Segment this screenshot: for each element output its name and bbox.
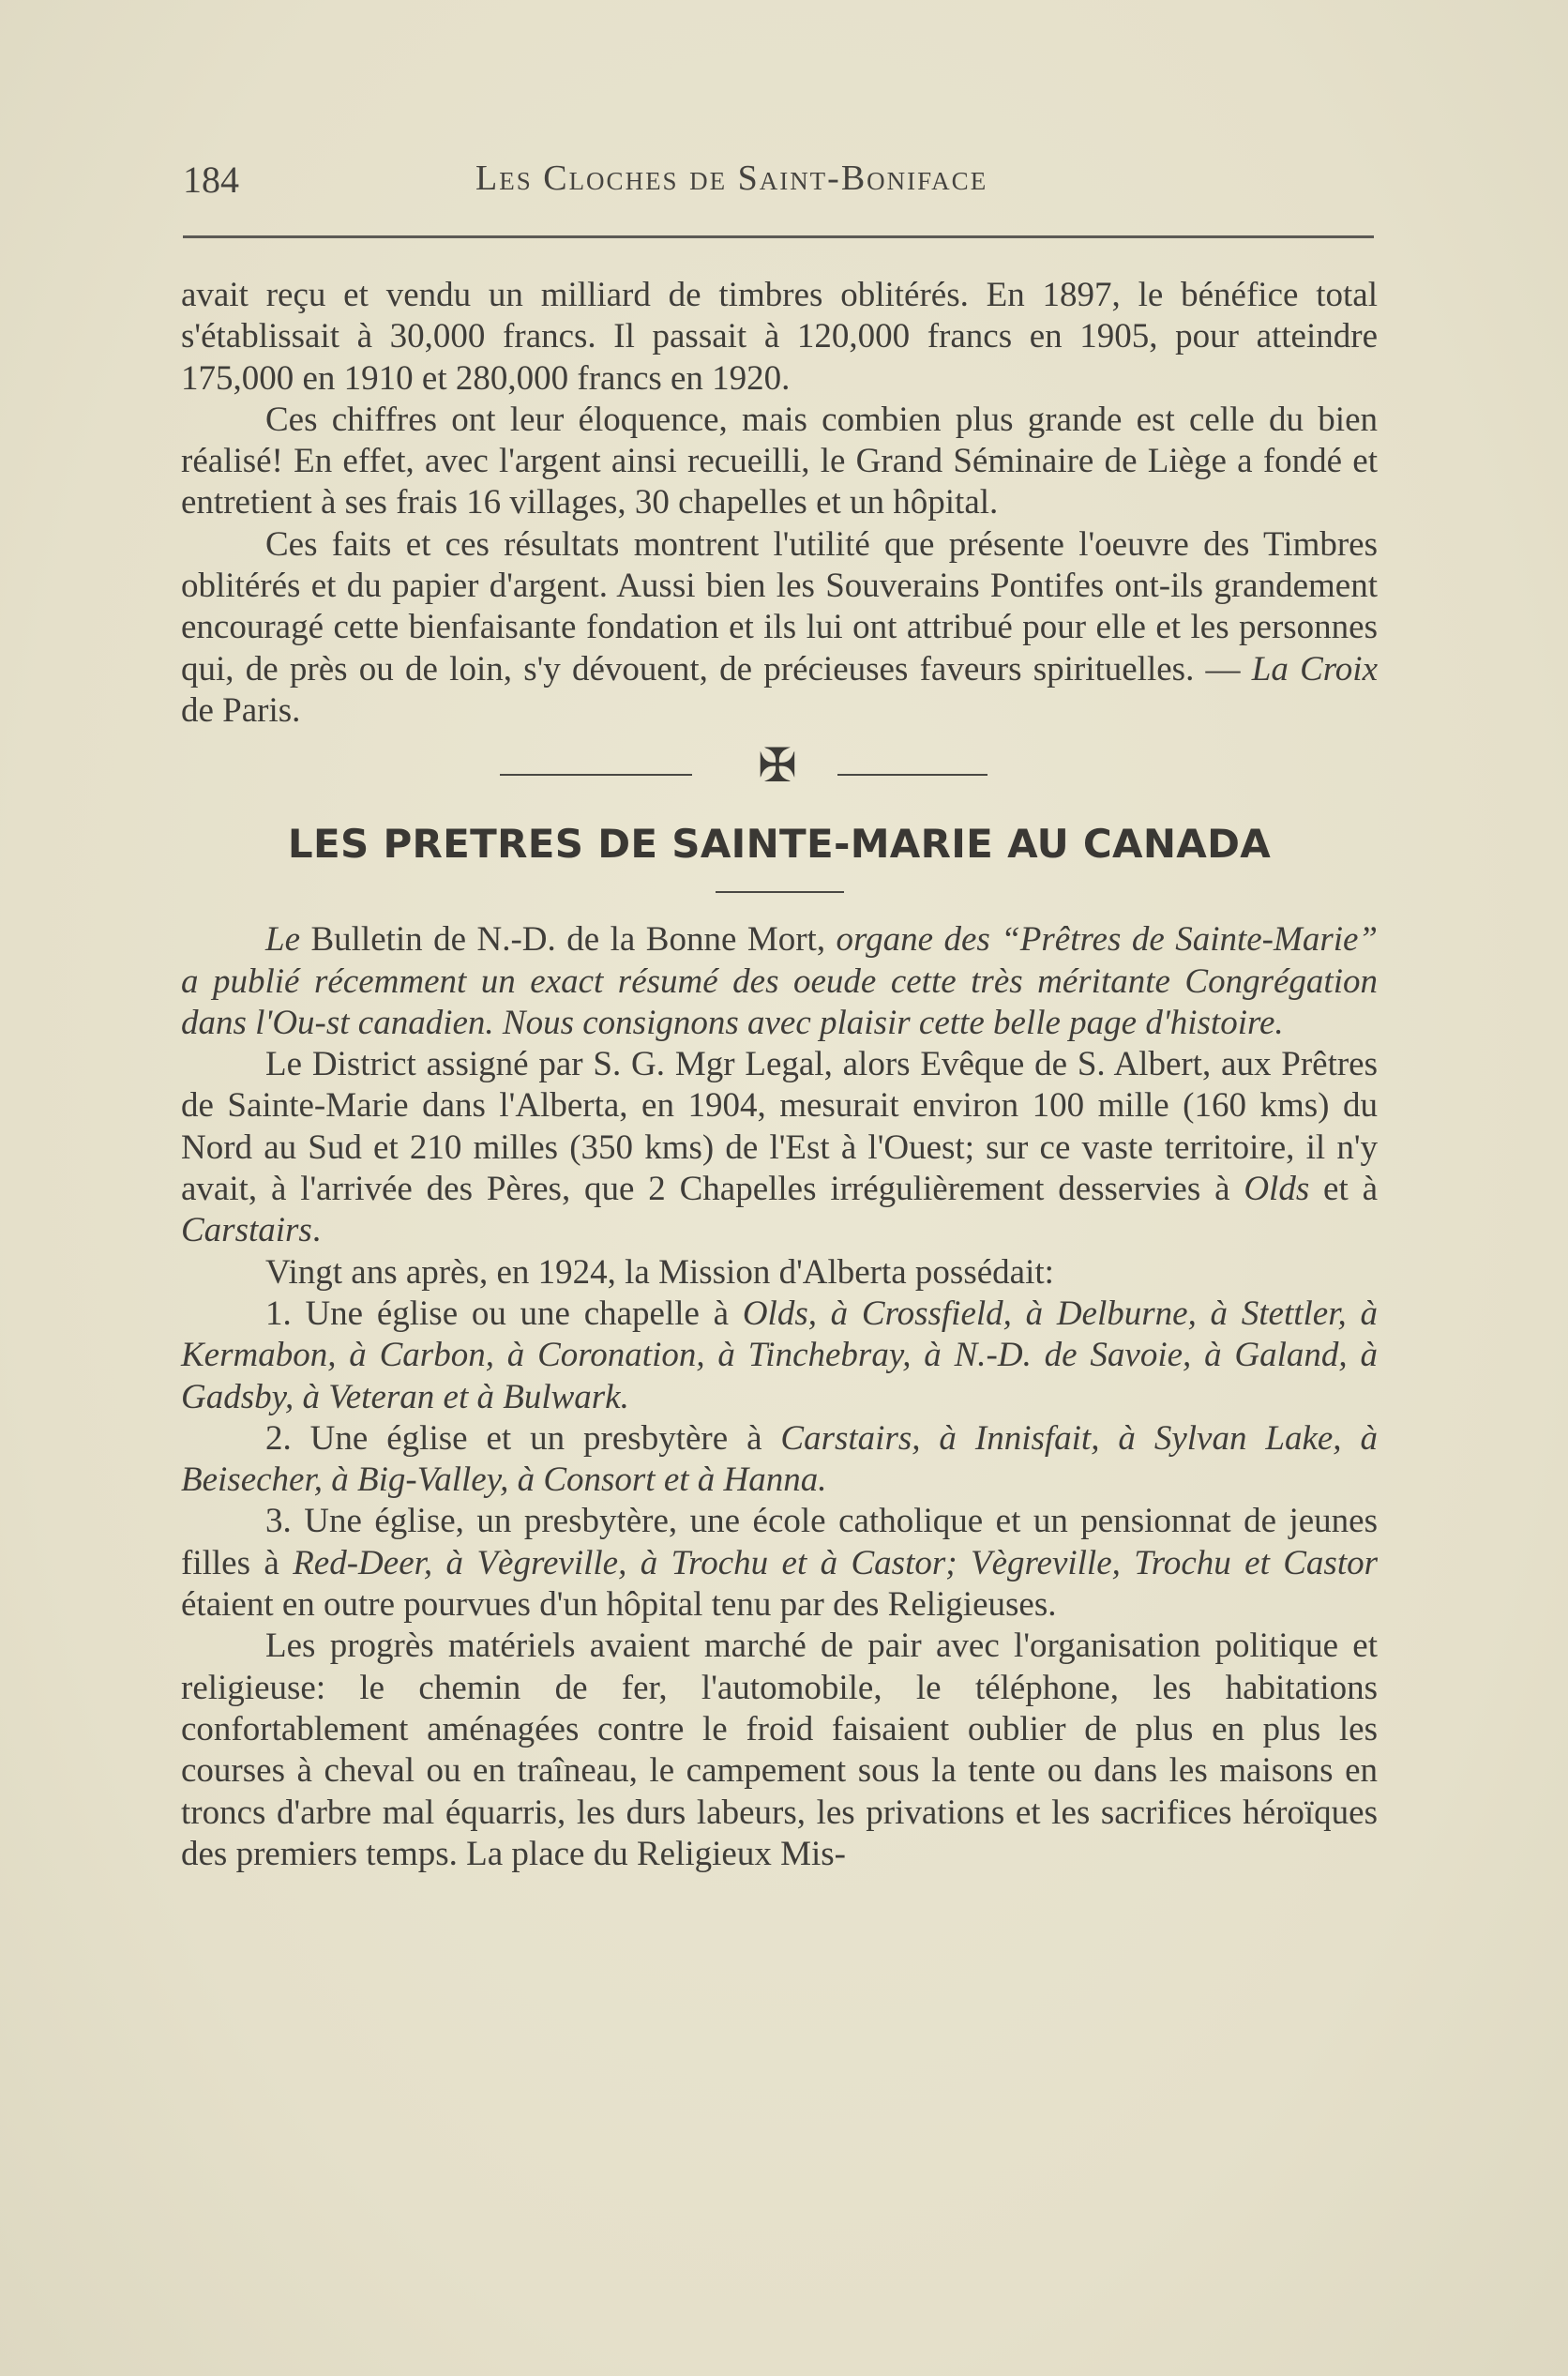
title-rule xyxy=(716,891,844,893)
divider-line-right xyxy=(837,774,988,776)
article1-paragraph-2: Ces chiffres ont leur éloquence, mais combien plus grande est celle du bien réalisé! En effet, avec l'argent ainsi recueilli, le Grand Séminaire de Liège a fondé et entretient à ses frais 16 villages, 30 chapelles et un hôpital. xyxy=(181,400,1378,522)
source-name: La Croix xyxy=(1251,649,1378,689)
running-title: Les Cloches de Saint-Boniface xyxy=(475,159,988,198)
list-item-3-places: Red-Deer, à Vègreville, à Trochu et à Castor; Vègreville, Trochu et Castor xyxy=(293,1543,1379,1582)
district-end: . xyxy=(311,1211,322,1250)
article2-title: LES PRETRES DE SAINTE-MARIE AU CANADA xyxy=(287,821,1272,868)
page-content xyxy=(181,275,1378,1875)
article1-paragraph-1: avait reçu et vendu un milliard de timbres oblitérés. En 1897, le bénéfice total s'établissait à 30,000 francs. Il passait à 120,000 francs en 1905, pour atteindre 175,000 en 1910 et 280,000 francs en 1920. xyxy=(181,276,1378,398)
list-item-1-lead: 1. Une église ou une chapelle à xyxy=(265,1294,743,1333)
section-divider xyxy=(181,739,1378,812)
page-header xyxy=(183,158,1374,214)
list-item-2-places: Carstairs, à Innisfait, à Sylvan Lake, à Beisecher, à Big-Valley, à Consort et à Hanna. xyxy=(181,1418,1378,1500)
list-item-1 xyxy=(181,1294,1378,1418)
maltese-cross-icon: ✠ xyxy=(758,739,797,793)
list-item-3 xyxy=(181,1501,1378,1626)
article2-intro xyxy=(181,919,1378,1044)
article2-paragraph-progress: Les progrès matériels avaient marché de pair avec l'organisation politique et religieuse: le chemin de fer, l'automobile, le téléphone, les habitations confortablement aménagées contre le froid faisaient oublier de plus en plus les courses à cheval ou en traîneau, le campement sous la tente ou dans les maisons en troncs d'arbre mal équarris, les durs labeurs, les privations et les sacrifices héroïques des premiers temps. La place du Religieux Mis- xyxy=(181,1627,1378,1873)
district-text: Le District assigné par S. G. Mgr Legal, alors Evêque de S. Albert, aux Prêtres de Sainte-Marie dans l'Alberta, en 1904, mesurait environ 100 mille (160 kms) du Nord au Sud et 210 milles (350 kms) de l'Est à l'Ouest; sur ce vaste territoire, il n'y avait, à l'arrivée des Pères, que 2 Chapelles irrégulièrement desservies à xyxy=(181,1045,1378,1209)
list-item-1-places: Olds, à Crossfield, à Delburne, à Stettler, à Kermabon, à Carbon, à Coronation, à Tinchebray, à N.-D. de Savoie, à Galand, à Gadsby, à Veteran et à Bulwark. xyxy=(181,1294,1378,1416)
list-item-2-lead: 2. Une église et un presbytère à xyxy=(265,1418,781,1458)
intro-roman: Bulletin de N.-D. de la Bonne Mort, xyxy=(300,920,837,960)
page-number: 184 xyxy=(183,159,239,201)
intro-le: Le xyxy=(265,920,300,960)
article1-paragraph-3-text: Ces faits et ces résultats montrent l'utilité que présente l'oeuvre des Timbres oblitérés et du papier d'argent. Aussi bien les Souverains Pontifes ont-ils grandement encouragé cette bienfaisante fondation et ils lui ont attribué pour elle et les personnes qui, de près ou de loin, s'y dévouent, de précieuses faveurs spirituelles. — xyxy=(181,524,1378,689)
source-tail: de Paris. xyxy=(181,690,301,730)
article1-paragraph-3 xyxy=(181,524,1378,732)
intro-italic: organe des “Prêtres de Sainte-Marie” a publié récemment un exact résumé des oeude cette très méritante Congrégation dans l'Ou-st canadien. Nous consignons avec plaisir cette belle page d'histoire. xyxy=(181,920,1378,1042)
district-and: et à xyxy=(1309,1170,1379,1209)
article2-paragraph-district xyxy=(181,1044,1378,1251)
list-item-3-lead: 3. Une église, un presbytère, une école catholique et un pensionnat de jeunes filles à xyxy=(181,1502,1378,1582)
place-carstairs: Carstairs xyxy=(181,1211,312,1250)
list-item-2 xyxy=(181,1418,1378,1502)
header-rule xyxy=(183,235,1374,238)
list-item-3-tail: étaient en outre pourvues d'un hôpital tenu par des Religieuses. xyxy=(181,1585,1057,1625)
place-olds: Olds xyxy=(1244,1170,1310,1209)
divider-line-left xyxy=(500,774,692,776)
article2-paragraph-1924: Vingt ans après, en 1924, la Mission d'Alberta possédait: xyxy=(265,1252,1054,1292)
